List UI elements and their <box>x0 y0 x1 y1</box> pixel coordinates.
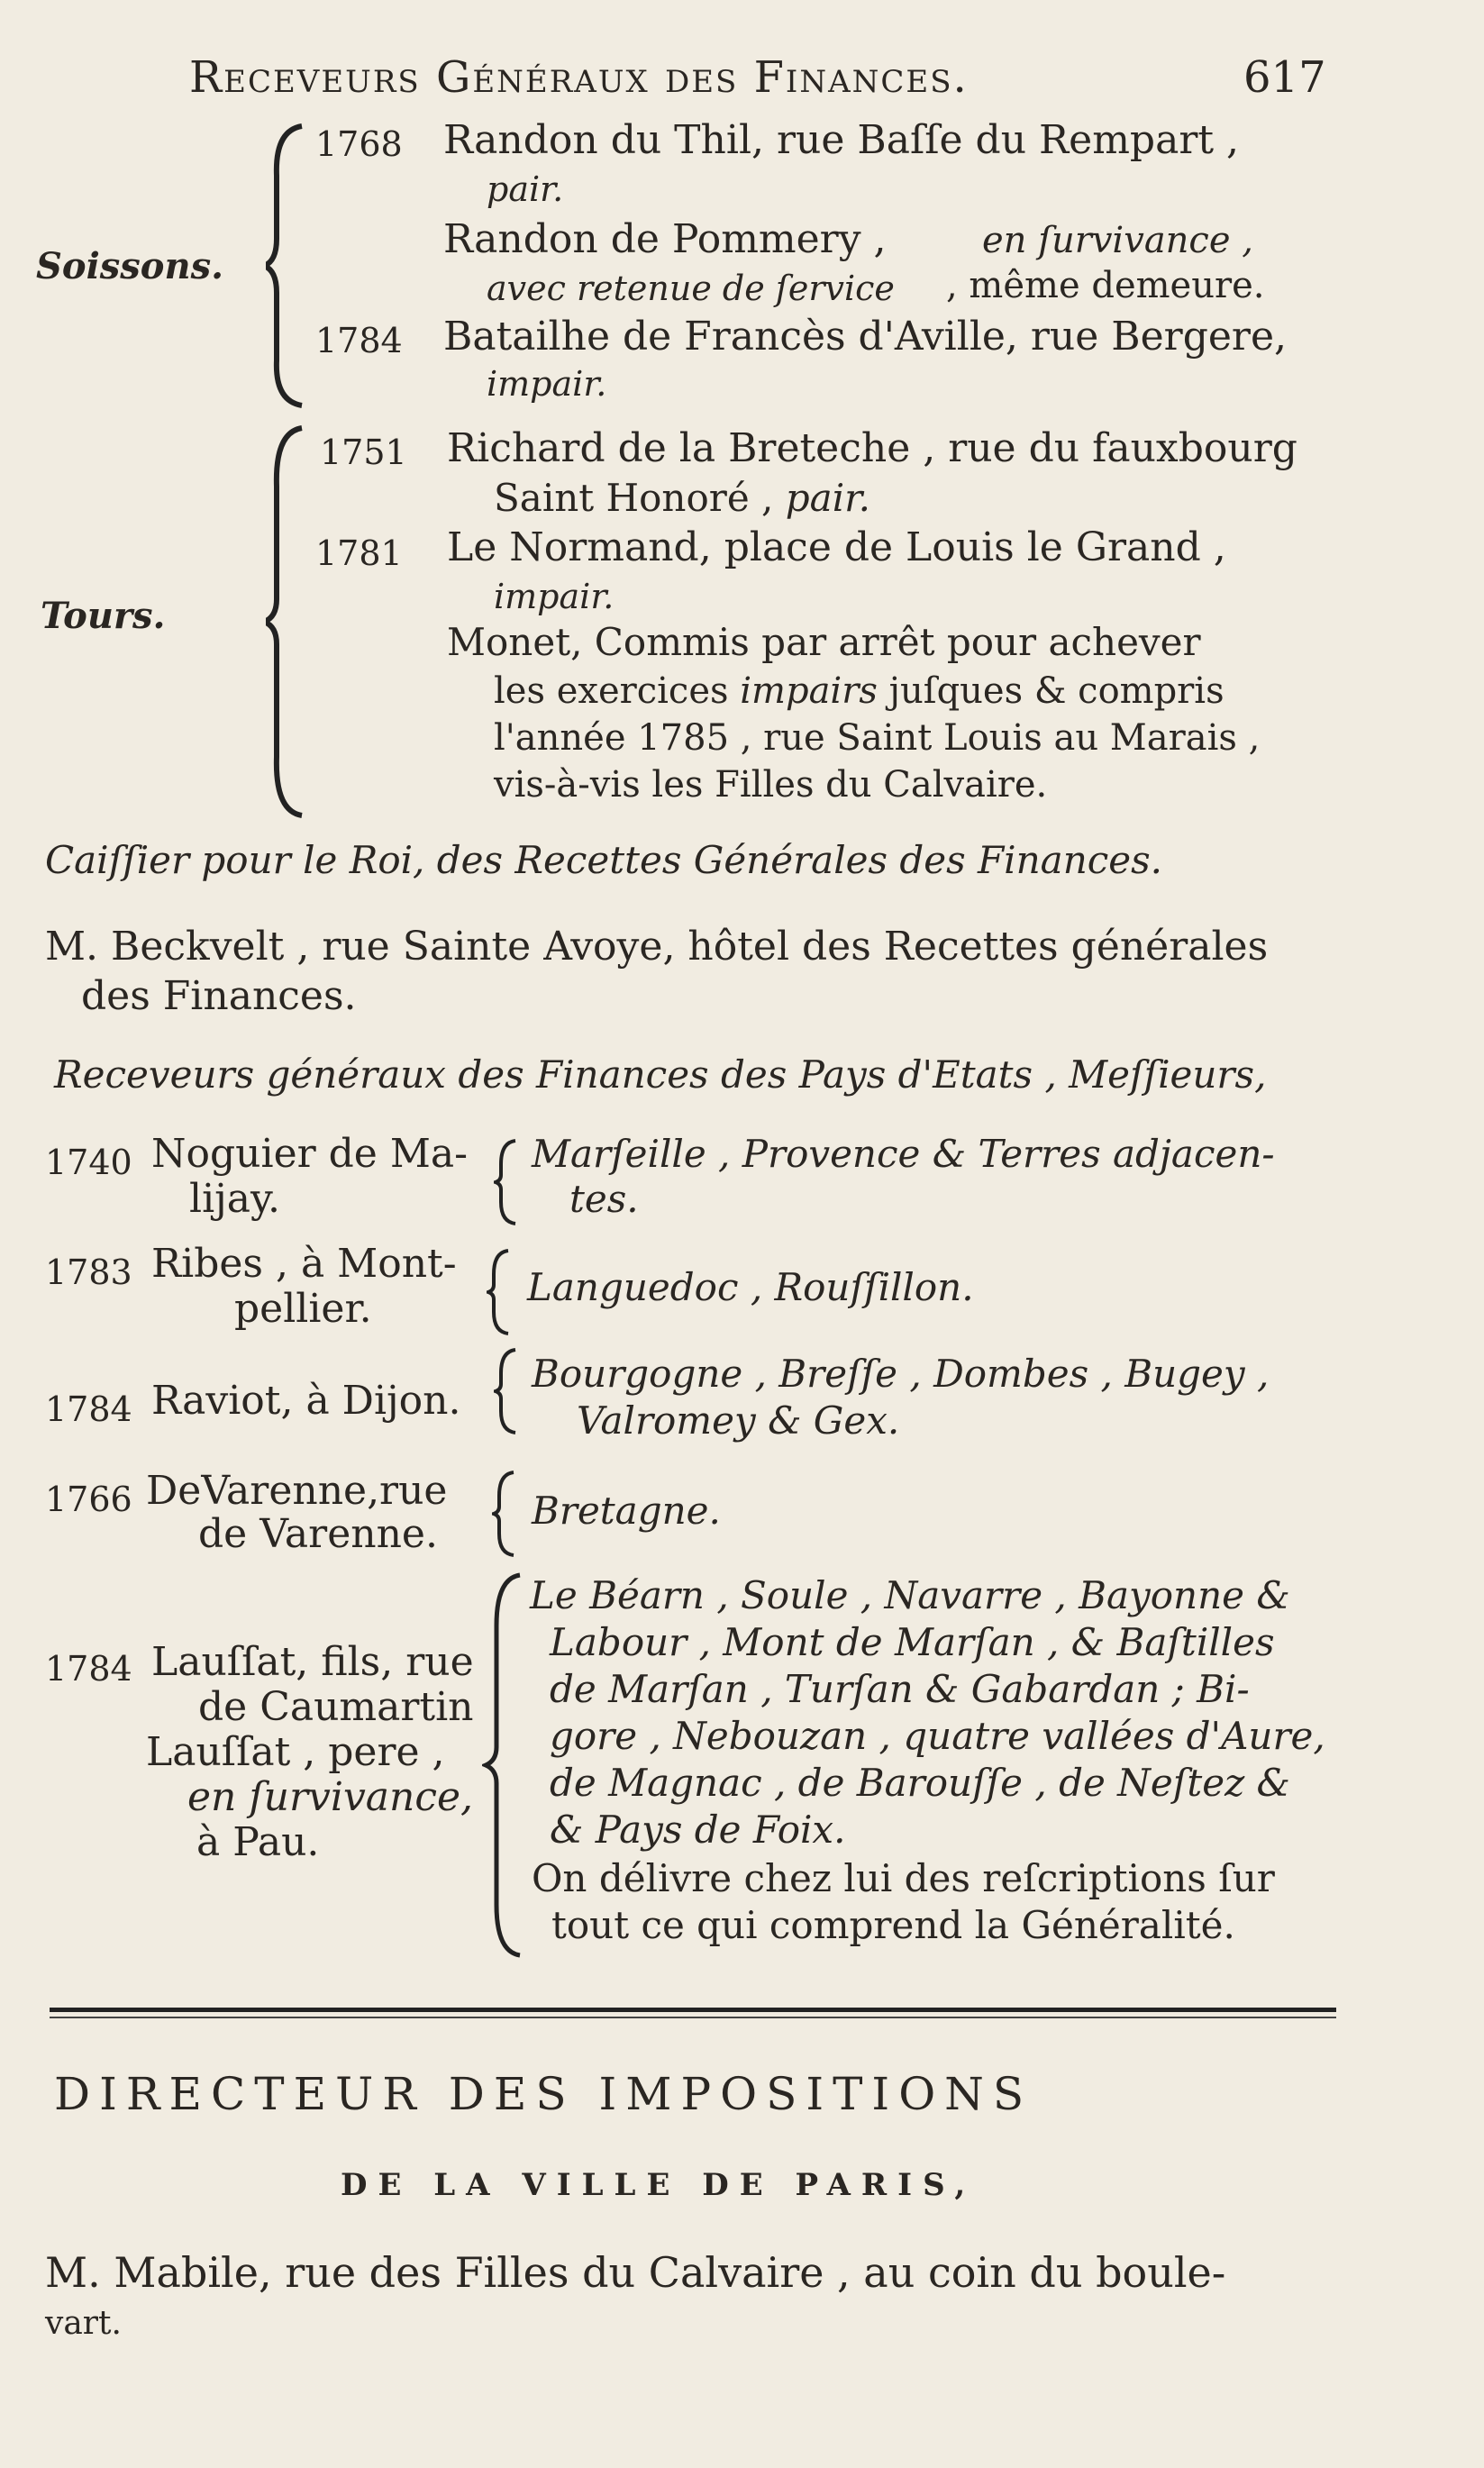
receveur-place: On délivre chez lui des reſcriptions ſur <box>532 1856 1275 1900</box>
brace-soissons <box>266 122 311 410</box>
brace-receveur <box>492 1469 519 1559</box>
entry-line: avec retenue de ſervice <box>487 269 895 308</box>
receveur-place: de Marſan , Turſan & Gabardan ; Bi- <box>550 1667 1250 1711</box>
entry-line: Randon du Thil, rue Baſſe du Rempart , <box>443 117 1240 163</box>
mabile-line: M. Mabile, rue des Filles du Calvaire , au coin du boule- <box>45 2248 1226 2297</box>
divider-rule <box>50 2017 1336 2018</box>
section-subtitle: DE LA VILLE DE PARIS, <box>341 2167 977 2203</box>
receveurs-heading: Receveurs généraux des Finances des Pays d'Etats , Meſſieurs, <box>54 1052 1267 1097</box>
running-header-title: Receveurs Généraux des Finances. <box>189 52 969 103</box>
receveur-place: Labour , Mont de Marſan , & Baſtilles <box>550 1620 1275 1664</box>
section-title: DIRECTEUR DES IMPOSITIONS <box>54 2068 1033 2120</box>
receveur-year: 1784 <box>45 1389 132 1429</box>
caissier-heading: Caiſſier pour le Roi, des Recettes Générales des Finances. <box>45 838 1163 882</box>
brace-tours <box>266 423 311 820</box>
beckvelt-line: M. Beckvelt , rue Sainte Avoye, hôtel des Recettes générales <box>45 924 1269 970</box>
entry-year: 1781 <box>315 533 403 573</box>
receveur-name: de Caumartin <box>198 1684 474 1730</box>
receveur-name: lijay. <box>189 1176 281 1222</box>
receveur-year: 1766 <box>45 1480 132 1519</box>
divider-rule <box>50 2008 1336 2012</box>
brace-receveur <box>482 1571 527 1959</box>
receveur-place: tout ce qui comprend la Généralité. <box>551 1903 1235 1947</box>
entry-line: vis-à-vis les Filles du Calvaire. <box>494 764 1048 806</box>
entry-line: les exercices impairs juſques & compris <box>494 670 1225 712</box>
receveur-name: DeVarenne,rue <box>146 1468 448 1514</box>
receveur-name: Ribes , à Mont- <box>151 1241 457 1287</box>
receveur-place: gore , Nebouzan , quatre vallées d'Aure, <box>550 1714 1325 1758</box>
page-number: 617 <box>1243 52 1326 103</box>
receveur-place: & Pays de Foix. <box>550 1808 846 1852</box>
receveur-place: de Magnac , de Barouſſe , de Neſtez & <box>550 1761 1290 1805</box>
entry-line: Richard de la Breteche , rue du fauxbourg <box>447 425 1297 471</box>
entry-line: pair. <box>487 169 564 209</box>
beckvelt-line: des Finances. <box>81 973 357 1019</box>
entry-line: impair. <box>494 577 615 616</box>
receveur-place: Le Béarn , Soule , Navarre , Bayonne & <box>530 1573 1290 1617</box>
entry-year: 1784 <box>315 321 403 360</box>
region-label-tours: Tours. <box>41 595 166 637</box>
mabile-line: vart. <box>45 2305 122 2342</box>
receveur-place: Bourgogne , Breſſe , Dombes , Bugey , <box>532 1352 1270 1396</box>
entry-year: 1768 <box>315 124 403 164</box>
receveur-name: Raviot, à Dijon. <box>151 1378 461 1424</box>
receveur-place: Valromey & Gex. <box>577 1398 900 1443</box>
receveur-place: tes. <box>569 1177 639 1221</box>
entry-line: l'année 1785 , rue Saint Louis au Marais , <box>494 717 1261 759</box>
receveur-name: de Varenne. <box>198 1511 438 1557</box>
receveur-year: 1740 <box>45 1143 132 1182</box>
receveur-place: Marſeille , Provence & Terres adjacen- <box>532 1132 1275 1176</box>
entry-line: en ſurvivance , <box>982 220 1253 261</box>
brace-receveur <box>494 1346 521 1436</box>
receveur-name: Lauſſat, fils, rue <box>151 1639 474 1685</box>
receveur-name: à Pau. <box>196 1819 320 1865</box>
entry-line: , même demeure. <box>946 265 1265 306</box>
entry-line: impair. <box>487 364 607 404</box>
region-label-soissons: Soissons. <box>36 245 224 287</box>
receveur-year: 1783 <box>45 1252 132 1292</box>
brace-receveur <box>487 1247 514 1337</box>
entry-line: Monet, Commis par arrêt pour achever <box>447 620 1201 664</box>
receveur-place: Bretagne. <box>532 1489 721 1533</box>
receveur-name: Noguier de Ma- <box>151 1131 468 1177</box>
entry-line: Le Normand, place de Louis le Grand , <box>447 524 1226 570</box>
entry-line: Batailhe de Francès d'Aville, rue Bergere, <box>443 314 1287 360</box>
receveur-name: en ſurvivance, <box>187 1774 474 1820</box>
entry-line: Saint Honoré , pair. <box>494 476 870 520</box>
brace-receveur <box>494 1137 521 1227</box>
receveur-year: 1784 <box>45 1649 132 1689</box>
receveur-place: Languedoc , Rouſſillon. <box>527 1265 974 1309</box>
entry-line: Randon de Pommery , <box>443 216 887 262</box>
entry-year: 1751 <box>320 433 407 472</box>
receveur-name: pellier. <box>234 1286 372 1332</box>
receveur-name: Lauſſat , pere , <box>146 1729 445 1775</box>
